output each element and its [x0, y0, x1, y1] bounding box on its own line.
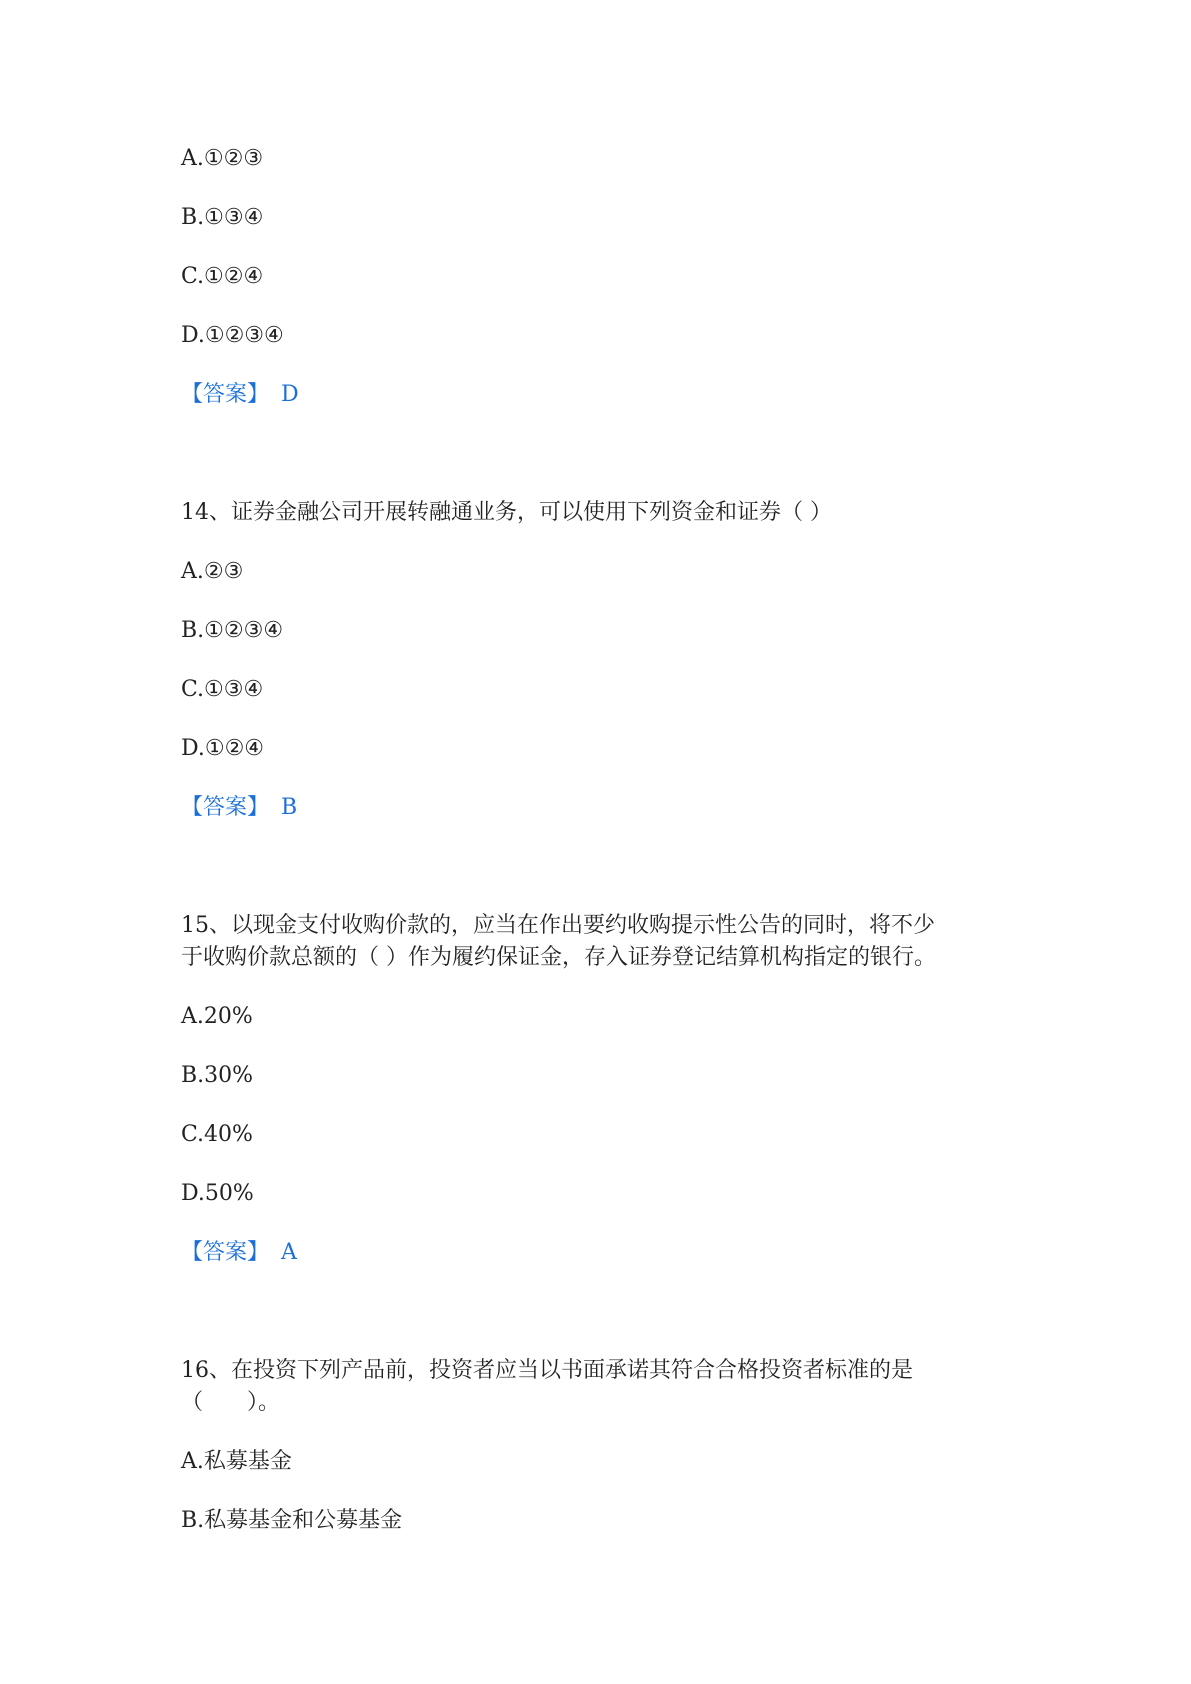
option-b: B.①②③④	[181, 618, 284, 643]
answer-label: 【答案】	[181, 795, 270, 820]
answer-label: 【答案】	[181, 1240, 270, 1265]
question-stem-line-1: 16、在投资下列产品前，投资者应当以书面承诺其符合合格投资者标准的是	[181, 1358, 913, 1383]
answer-value: A	[281, 1240, 297, 1265]
question-stem: 14、证券金融公司开展转融通业务，可以使用下列资金和证券（ ）	[181, 500, 832, 525]
answer	[181, 1238, 297, 1268]
answer-label: 【答案】	[181, 382, 270, 407]
option-b: B.①③④	[181, 205, 264, 230]
option-a: A.①②③	[181, 146, 264, 171]
question-stem-line-2: 于收购价款总额的（ ）作为履约保证金，存入证券登记结算机构指定的银行。	[181, 945, 936, 970]
option-c: C.①②④	[181, 264, 264, 289]
answer	[181, 380, 299, 410]
question-stem-line-1: 15、以现金支付收购价款的，应当在作出要约收购提示性公告的同时，将不少	[181, 913, 935, 938]
option-c: C.40%	[181, 1122, 253, 1147]
option-d: D.①②③④	[181, 323, 284, 348]
option-a: A.20%	[181, 1004, 253, 1029]
answer-value: D	[281, 382, 299, 407]
option-b: B.30%	[181, 1063, 254, 1088]
option-d: D.50%	[181, 1181, 254, 1206]
option-a: A.私募基金	[181, 1449, 292, 1474]
option-c: C.①③④	[181, 677, 264, 702]
question-stem-line-2: （ ）。	[181, 1390, 281, 1415]
option-d: D.①②④	[181, 736, 265, 761]
option-b: B.私募基金和公募基金	[181, 1508, 403, 1533]
option-a: A.②③	[181, 559, 244, 584]
answer	[181, 793, 297, 823]
answer-value: B	[281, 795, 298, 820]
